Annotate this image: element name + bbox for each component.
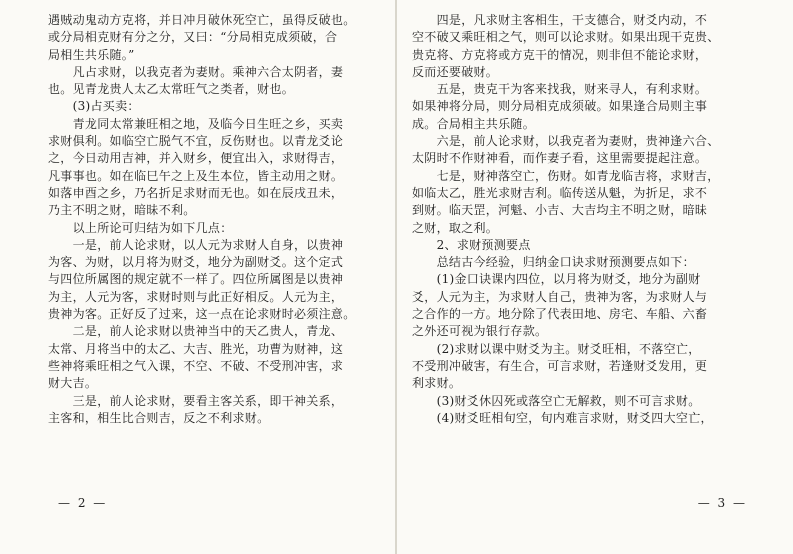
text-line: (2)求财以课中财爻为主。财爻旺相，不落空亡， (412, 341, 701, 356)
text-line: 之财，取之利。 (412, 220, 499, 235)
text-line: 总结古今经验，归纳金口诀求财预测要点如下： (412, 255, 695, 270)
text-line: 之合作的一方。地分除了代表田地、房宅、车船、六畜 (412, 307, 708, 322)
text-line: 遇贼动鬼动方克将，并日冲月破休死空亡，虽得反破也。 (48, 13, 356, 27)
text-line: 三是，前人论求财，要看主客关系，即干神关系， (48, 393, 344, 408)
text-line: 太常、月将当中的太乙、大吉、胜光，功曹为财神，这 (48, 341, 344, 356)
text-line: 凡占求财，以我克者为妻财。乘神六合太阴者，妻 (48, 64, 344, 79)
text-line: (3)财爻休囚死或落空亡无解救，则不可言求财。 (412, 393, 701, 408)
text-line: (4)财爻旺相旬空，旬内难言求财，财爻四大空亡， (412, 410, 713, 425)
left-page-text (48, 12, 382, 427)
text-line: 局相生共乐随。” (48, 47, 135, 62)
right-page (396, 0, 793, 554)
text-line: 财大吉。 (48, 376, 98, 391)
text-line: 也。见青龙贵人太乙太常旺气之类者，财也。 (48, 82, 295, 97)
left-page-number: — 2 — (58, 496, 108, 510)
text-line: 些神将乘旺相之气入课，不空、不破、不受刑冲害，求 (48, 358, 344, 373)
text-line: 七是，财神落空亡，伤财。如青龙临吉将，求财吉， (412, 168, 720, 183)
text-line: 利求财。 (412, 376, 462, 391)
text-line: 青龙同太常兼旺相之地，及临今日生旺之乡，买卖 (48, 116, 344, 131)
text-line: 到财。临天罡，河魁、小吉、大吉均主不明之财，暗昧 (412, 203, 708, 218)
text-line: (3)占买卖： (48, 99, 140, 114)
text-line: 六是，前人论求财，以我克者为妻财，贵神逢六合、 (412, 134, 720, 149)
text-line: 不受刑冲破害，有生合，可言求财，若逢财爻发用，更 (412, 358, 708, 373)
text-line: 四是，凡求财主客相生，干支德合，财爻内动，不 (412, 13, 708, 27)
text-line: 二是，前人论求财以贵神当中的天乙贵人，青龙、 (48, 324, 344, 339)
text-line: 主客和，相生比合则吉，反之不利求财。 (48, 410, 270, 425)
text-line: 太阴时不作财神看，而作妻子看，这里需要提起注意。 (412, 151, 708, 166)
text-line: 为主，人元为客，求财时则与此正好相反。人元为主， (48, 289, 344, 304)
text-line: (1)金口诀课内四位，以月将为财爻，地分为副财 (412, 272, 701, 287)
text-line: 为客、为财，以月将为财爻，地分为副财爻。这个定式 (48, 255, 344, 270)
text-line: 与四位所属图的规定就不一样了。四位所属图是以贵神 (48, 272, 344, 287)
text-line: 贵神为客。正好反了过来，这一点在论求财时必须注意。 (48, 307, 356, 322)
text-line: 一是，前人论求财，以人元为求财人自身，以贵神 (48, 237, 344, 252)
text-line: 空不破又乘旺相之气，则可以论求财。如果出现干克贵、 (412, 30, 720, 45)
text-line: 以上所论可归结为如下几点： (48, 220, 233, 235)
text-line: 求财俱利。如临空亡脱气不宜，反伤财也。以青龙爻论 (48, 134, 344, 149)
text-line: 如落申酉之乡，乃名折足求财而无也。如在辰戌丑未， (48, 185, 344, 200)
text-line: 成。合局相主共乐随。 (412, 116, 536, 131)
text-line: 五是，贵克干为客来找我，财来寻人，有利求财。 (412, 82, 708, 97)
left-page (0, 0, 396, 554)
text-line: 乃主不明之财，暗昧不利。 (48, 203, 196, 218)
text-line: 之，今日动用吉神，并入财乡，便宜出入，求财得吉， (48, 151, 344, 166)
text-line: 之外还可视为银行存款。 (412, 324, 548, 339)
text-line: 或分局相克财有分之分，又曰：“分局相克成须破，合 (48, 30, 338, 45)
text-line: 凡事事也。如在临巳午之上及生本位，皆主动用之财。 (48, 168, 344, 183)
text-line: 反而还要破财。 (412, 64, 499, 79)
text-line: 贵克将、方克将或方克干的情况，则非但不能论求财， (412, 47, 708, 62)
text-line: 2、求财预测要点 (412, 237, 531, 252)
text-line: 爻，人元为主，为求财人自己，贵神为客，为求财人与 (412, 289, 708, 304)
right-page-number: — 3 — (697, 496, 747, 510)
text-line: 如临太乙，胜光求财吉利。临传送从魁，为折足，求不 (412, 185, 708, 200)
text-line: 如果神将分局，则分局相克成须破。如果逢合局则主事 (412, 99, 708, 114)
right-page-text (412, 12, 771, 427)
